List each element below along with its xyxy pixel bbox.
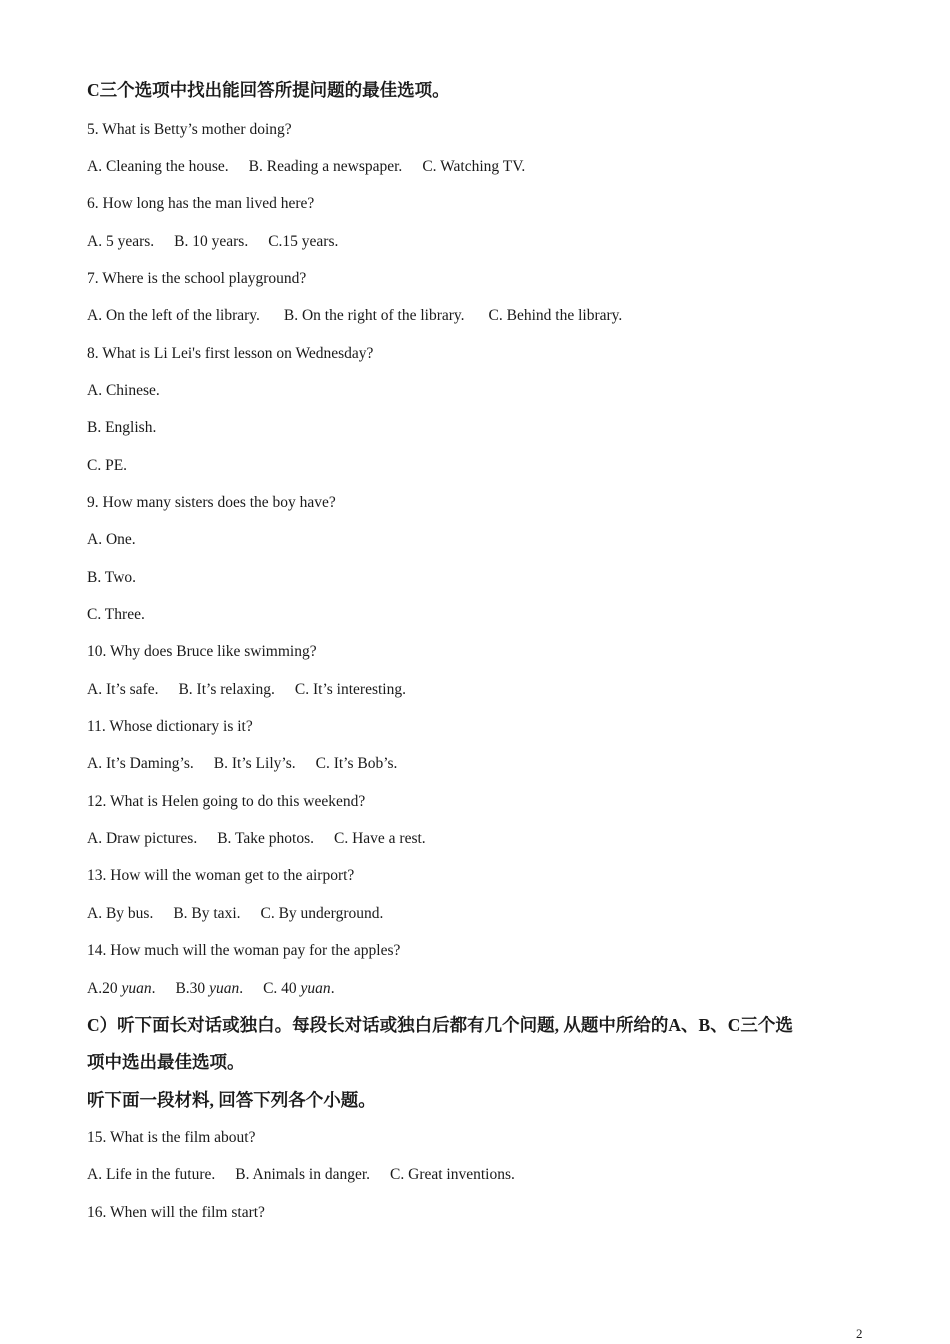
section-c-heading-line1: C）听下面长对话或独白。每段长对话或独白后都有几个问题, 从题中所给的A、B、C三个选 <box>87 1015 793 1035</box>
option-9a: A. One. <box>87 531 136 548</box>
option-b: B. It’s Lily’s. <box>213 755 296 772</box>
options-11 <box>87 754 397 774</box>
options-6 <box>87 232 338 252</box>
option-a: A. By bus. <box>87 905 154 922</box>
question-7: 7. Where is the school playground? <box>87 270 307 287</box>
option-c: C. Great inventions. <box>390 1166 515 1183</box>
option-c: C.15 years. <box>268 233 339 250</box>
question-12: 12. What is Helen going to do this weekend? <box>87 793 366 810</box>
options-13 <box>87 904 383 924</box>
option-b: B. It’s relaxing. <box>178 681 275 698</box>
option-9c: C. Three. <box>87 606 145 623</box>
option-c: C. Have a rest. <box>334 830 426 847</box>
option-c: C. Watching TV. <box>422 158 526 175</box>
option-a: A. On the left of the library. <box>87 307 260 324</box>
option-a: A. It’s Daming’s. <box>87 755 194 772</box>
option-b: B. On the right of the library. <box>283 307 465 324</box>
question-15: 15. What is the film about? <box>87 1129 256 1146</box>
option-c: C. It’s Bob’s. <box>315 755 398 772</box>
option-a: A.20 yuan. <box>87 980 156 997</box>
question-14: 14. How much will the woman pay for the apples? <box>87 942 401 959</box>
option-8b: B. English. <box>87 419 157 436</box>
option-9b: B. Two. <box>87 569 137 586</box>
question-11: 11. Whose dictionary is it? <box>87 718 253 735</box>
listen-instruction: 听下面一段材料, 回答下列各个小题。 <box>87 1090 376 1110</box>
option-c: C. Behind the library. <box>488 307 623 324</box>
option-b: B. 10 years. <box>174 233 249 250</box>
options-15 <box>87 1165 515 1185</box>
option-a: A. It’s safe. <box>87 681 159 698</box>
option-a: A. Life in the future. <box>87 1166 216 1183</box>
question-13: 13. How will the woman get to the airport? <box>87 867 355 884</box>
section-header: C三个选项中找出能回答所提问题的最佳选项。 <box>87 80 450 100</box>
section-c-heading-line2: 项中选出最佳选项。 <box>87 1052 245 1072</box>
question-6: 6. How long has the man lived here? <box>87 195 315 212</box>
options-7 <box>87 306 622 326</box>
option-b: B. Animals in danger. <box>235 1166 371 1183</box>
options-5 <box>87 157 525 177</box>
options-10 <box>87 680 406 700</box>
options-14 <box>87 979 335 999</box>
question-16: 16. When will the film start? <box>87 1204 265 1221</box>
option-c: C. By underground. <box>260 905 384 922</box>
option-c: C. 40 yuan. <box>263 980 335 997</box>
option-a: A. Draw pictures. <box>87 830 198 847</box>
page-number: 2 <box>856 1326 863 1341</box>
option-a: A. 5 years. <box>87 233 155 250</box>
option-c: C. It’s interesting. <box>294 681 406 698</box>
option-8c: C. PE. <box>87 457 128 474</box>
option-b: B. By taxi. <box>173 905 241 922</box>
question-5: 5. What is Betty’s mother doing? <box>87 121 292 138</box>
option-b: B. Take photos. <box>217 830 314 847</box>
option-a: A. Cleaning the house. <box>87 158 229 175</box>
question-8: 8. What is Li Lei's first lesson on Wednesday? <box>87 345 374 362</box>
options-12 <box>87 829 426 849</box>
option-b: B.30 yuan. <box>175 980 244 997</box>
option-8a: A. Chinese. <box>87 382 160 399</box>
question-10: 10. Why does Bruce like swimming? <box>87 643 317 660</box>
question-9: 9. How many sisters does the boy have? <box>87 494 336 511</box>
option-b: B. Reading a newspaper. <box>248 158 403 175</box>
